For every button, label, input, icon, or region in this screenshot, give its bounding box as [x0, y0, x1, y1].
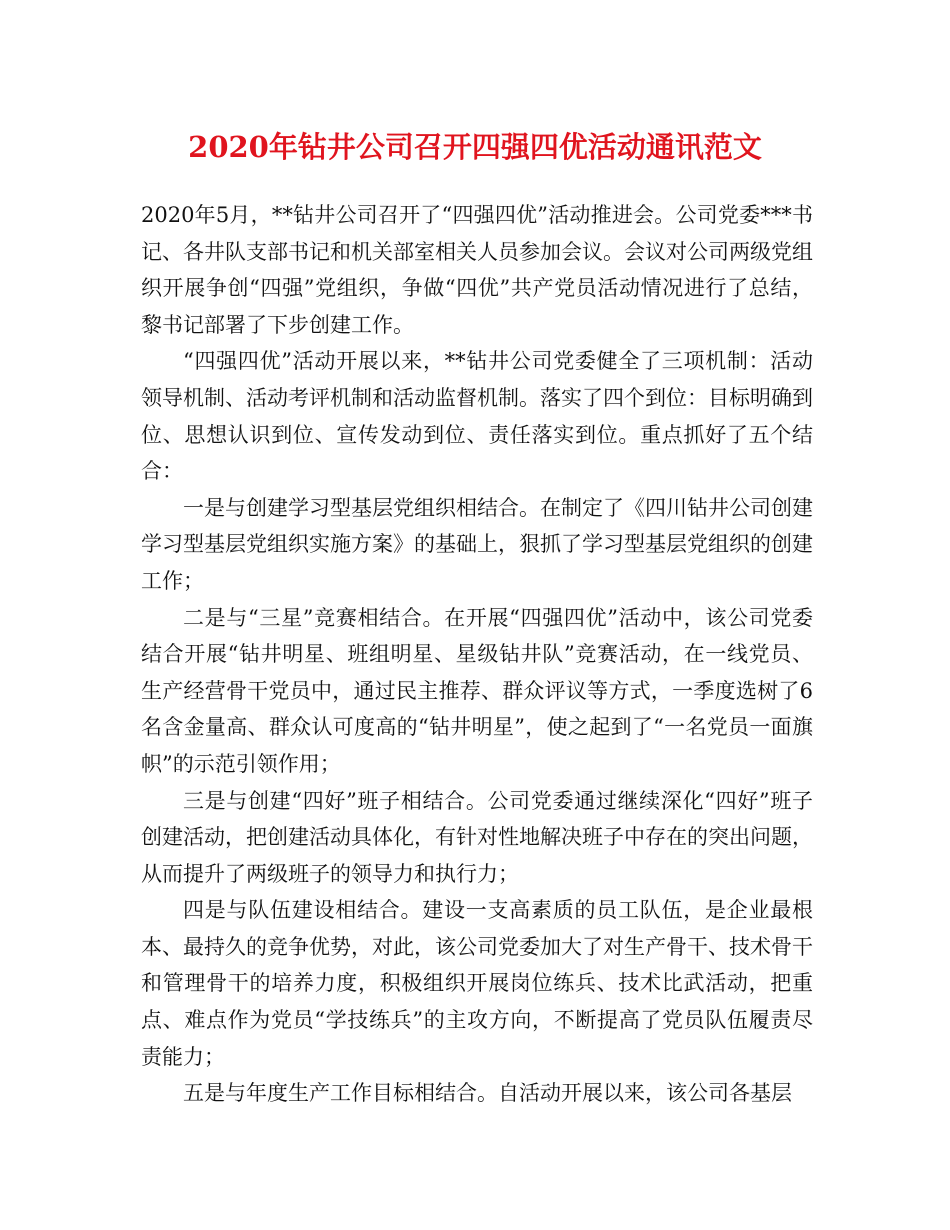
paragraph-intro: 2020年5月，**钻井公司召开了“四强四优”活动推进会。公司党委***书记、各井队支部书记和机关部室相关人员参加会议。会议对公司两级党组织开展争创“四强”党组织，争做“四优”共产党员活动情况进行了总结，黎书记部署了下步创建工作。 [141, 203, 813, 337]
paragraph-point-two: 二是与“三星”竞赛相结合。在开展“四强四优”活动中，该公司党委结合开展“钻井明星、班组明星、星级钻井队”竞赛活动，在一线党员、生产经营骨干党员中，通过民主推荐、群众评议等方式，一季度选树了6名含金量高、群众认可度高的“钻井明星”，使之起到了“一名党员一面旗帜”的示范引领作用； [141, 605, 813, 776]
document-body [141, 197, 813, 1112]
paragraph-point-one: 一是与创建学习型基层党组织相结合。在制定了《四川钻井公司创建学习型基层党组织实施方案》的基础上，狠抓了学习型基层党组织的创建工作； [141, 495, 813, 593]
paragraph-point-three: 三是与创建“四好”班子相结合。公司党委通过继续深化“四好”班子创建活动，把创建活动具体化，有针对性地解决班子中存在的突出问题，从而提升了两级班子的领导力和执行力； [141, 788, 813, 886]
paragraph-mechanisms: “四强四优”活动开展以来，**钻井公司党委健全了三项机制：活动领导机制、活动考评机制和活动监督机制。落实了四个到位：目标明确到位、思想认识到位、宣传发动到位、责任落实到位。重点抓好了五个结合： [141, 349, 813, 484]
paragraph-point-four: 四是与队伍建设相结合。建设一支高素质的员工队伍，是企业最根本、最持久的竞争优势，对此，该公司党委加大了对生产骨干、技术骨干和管理骨干的培养力度，积极组织开展岗位练兵、技术比武活动，把重点、难点作为党员“学技练兵”的主攻方向，不断提高了党员队伍履责尽责能力； [141, 898, 813, 1069]
paragraph-point-five: 五是与年度生产工作目标相结合。自活动开展以来，该公司各基层 [183, 1081, 792, 1106]
document-title: 2020年钻井公司召开四强四优活动通讯范文 [188, 130, 762, 164]
